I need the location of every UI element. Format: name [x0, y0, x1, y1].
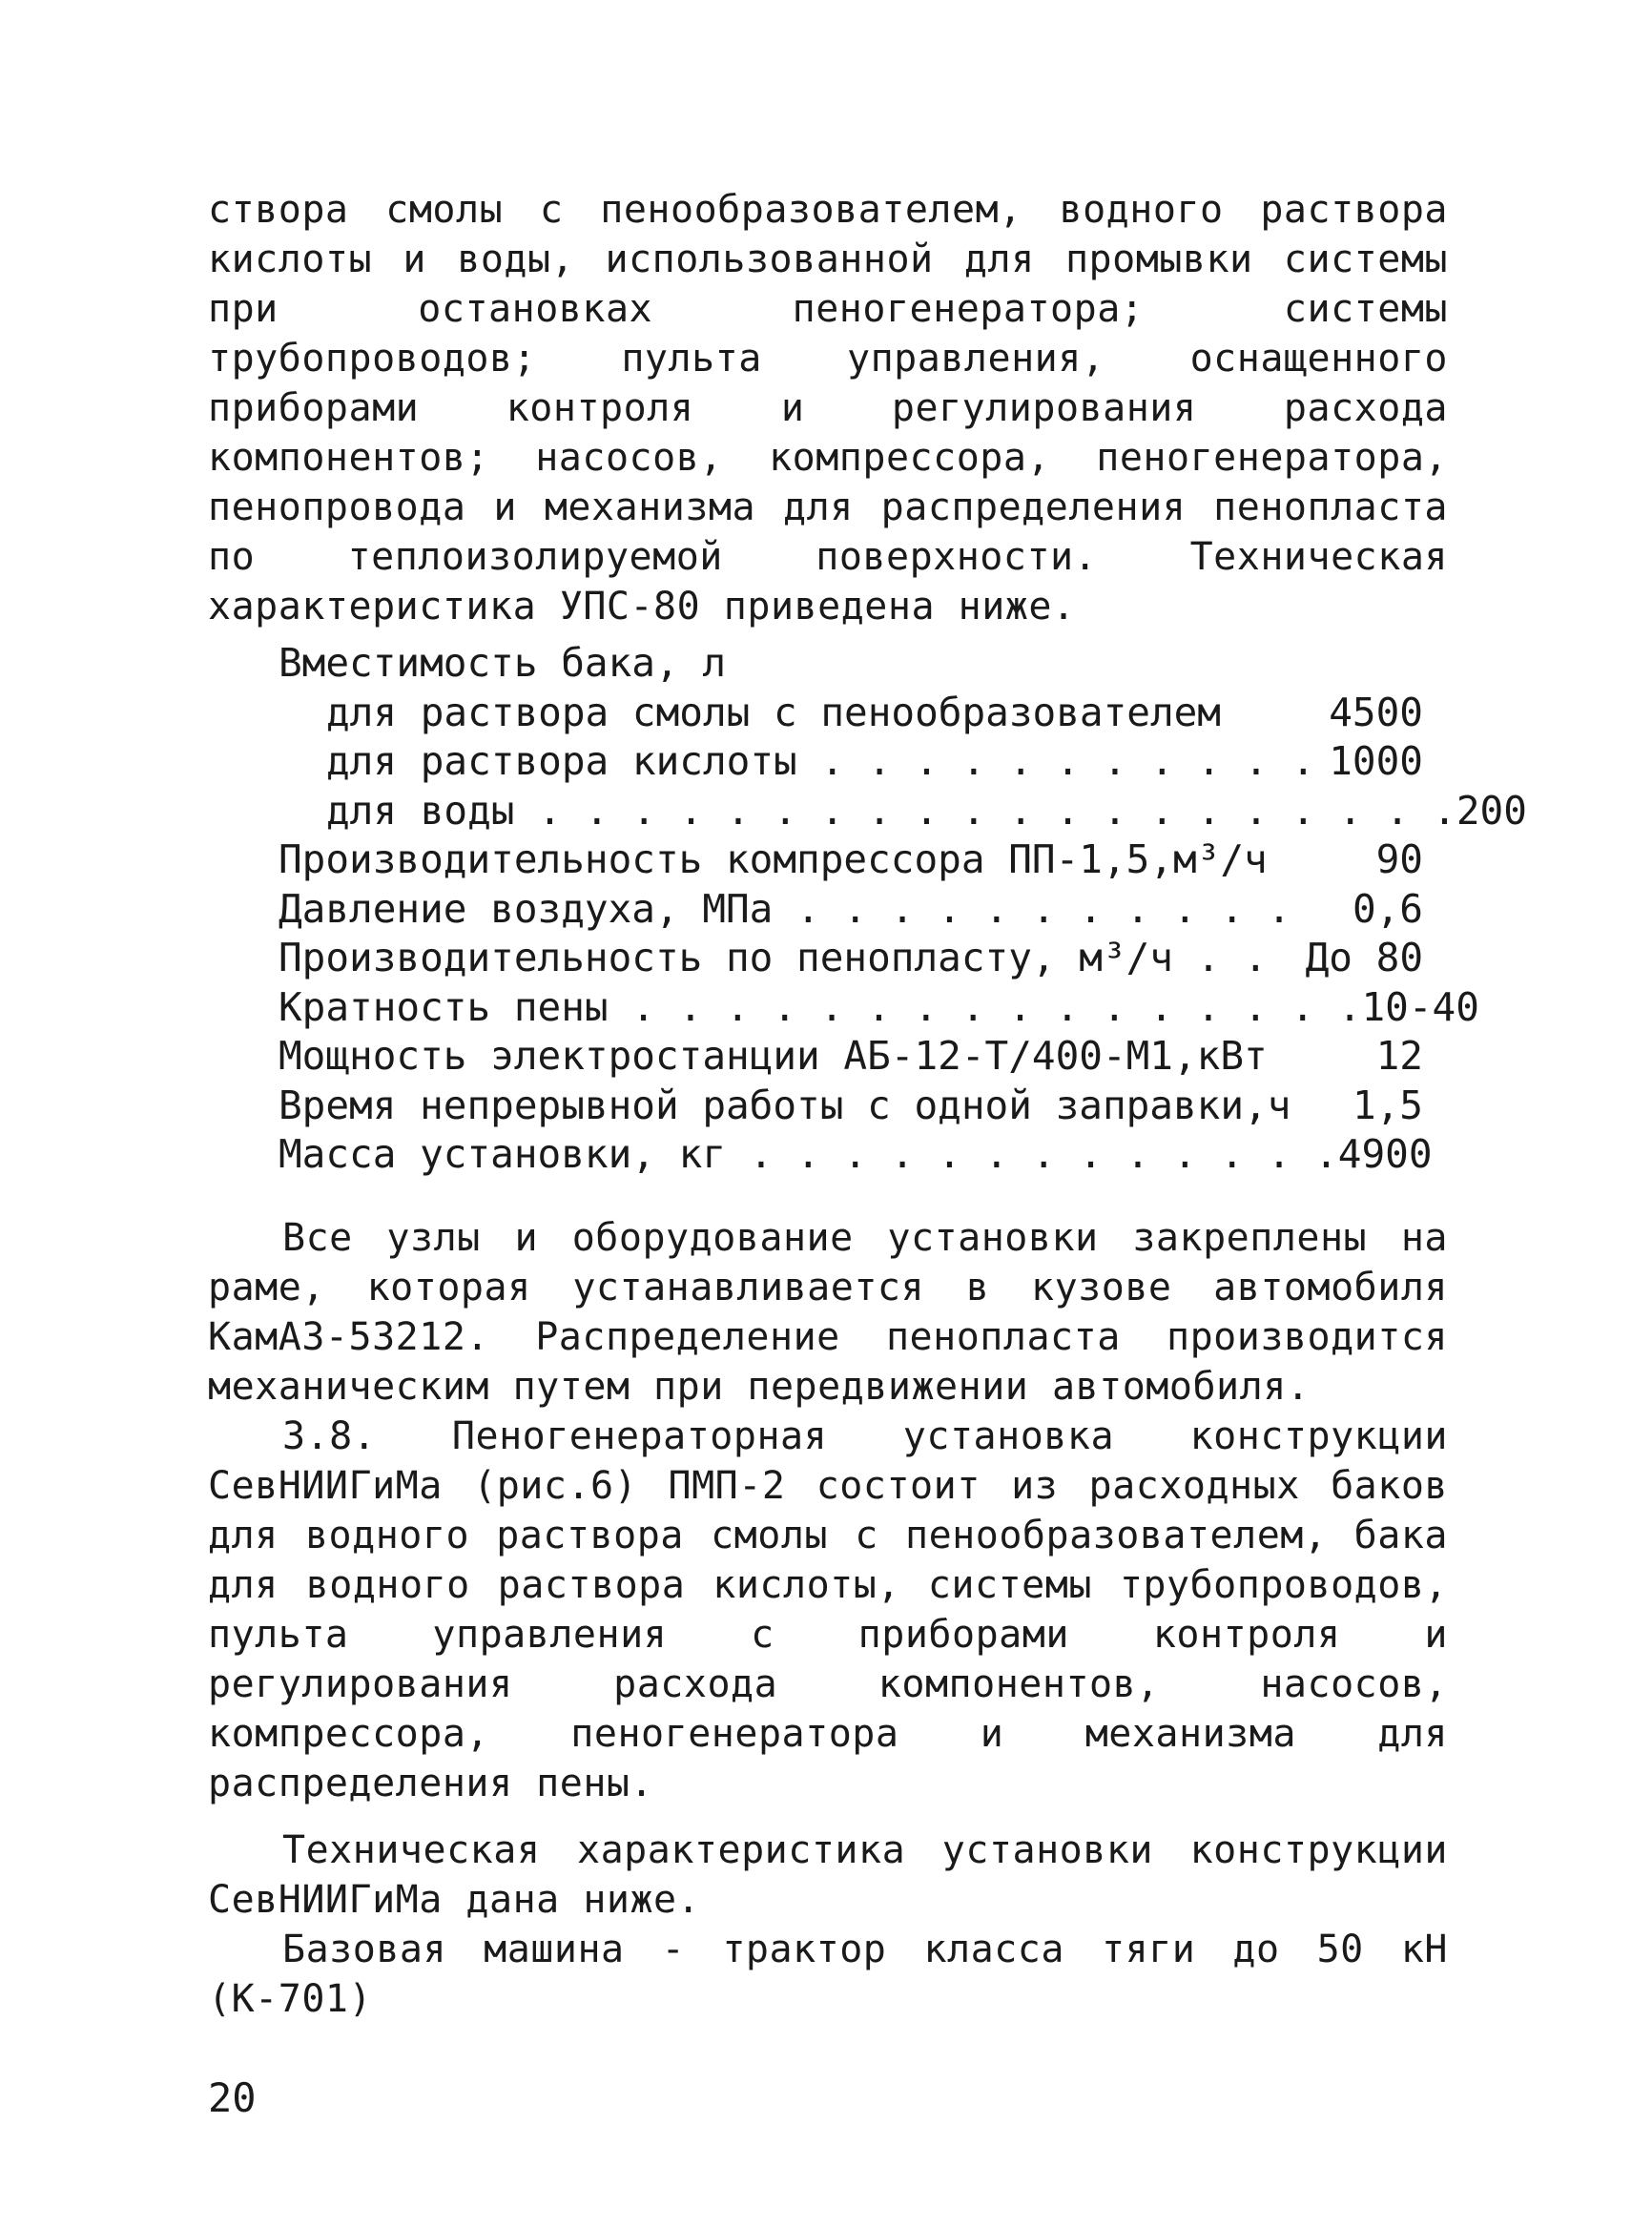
body-block [208, 1213, 1448, 2024]
spec-value: 90 [1375, 836, 1423, 882]
spec-row [279, 983, 1479, 1033]
spec-label: для раствора смолы с пенообразователем [326, 689, 1221, 735]
page-number: 20 [208, 2074, 257, 2121]
spec-value: 1000 [1329, 738, 1423, 784]
spec-row [279, 1032, 1423, 1082]
spec-tank-header [279, 639, 1423, 689]
spec-label: Производительность компрессора ПП-1,5,м³/ч [279, 836, 1268, 882]
spec-label: Производительность по пенопласту, м³/ч . . [279, 935, 1268, 980]
spec-row [279, 934, 1423, 983]
spec-label: Давление воздуха, МПа . . . . . . . . . . . [279, 885, 1291, 932]
intro-paragraph: створа смолы с пенообразователем, водного раствора кислоты и воды, использованной для промывки системы при остановках пеногенератора; системы трубопроводов; пульта управления, оснащенного приборами контроля и регулирования расхода компонентов; насосов, компрессора, пеногенератора, пенопровода и механизма для распределения пенопласта по теплоизолируемой поверхности. Техническая характеристика УПС-80 приведена ниже. [208, 188, 1448, 629]
spec-value: 1,5 [1352, 1082, 1423, 1128]
spec-row [279, 885, 1423, 935]
spec-row [279, 835, 1423, 885]
spec-label: Кратность пены . . . . . . . . . . . . . . . . [279, 983, 1362, 1030]
spec-row [279, 1130, 1433, 1180]
spec-value: 12 [1375, 1033, 1423, 1079]
spec-row [279, 1082, 1423, 1131]
spec-label: для раствора кислоты . . . . . . . . . . . [326, 738, 1315, 784]
spec-value: 0,6 [1352, 885, 1423, 932]
spec-row [279, 787, 1527, 836]
spec-label: для воды . . . . . . . . . . . . . . . . . . . . [326, 787, 1456, 834]
paragraph-section-3-8: 3.8. Пеногенераторная установка конструкции СевНИИГиМа (рис.6) ПМП-2 состоит из расходных баков для водного раствора смолы с пенообразователем, бака для водного раствора кислоты, системы трубопроводов, пульта управления с приборами контроля и регулирования расхода компонентов, насосов, компрессора, пеногенератора и механизма для распределения пены. [208, 1414, 1448, 1805]
spec-label: Масса установки, кг . . . . . . . . . . . . . [279, 1131, 1338, 1177]
spec-row [279, 689, 1423, 738]
spec-label: Мощность электростанции АБ-12-Т/400-М1,кВт [279, 1033, 1268, 1079]
paragraph-spec-intro: Техническая характеристика установки конструкции СевНИИГиМа дана ниже. [208, 1828, 1448, 1922]
spec-value: 4500 [1329, 689, 1423, 735]
spec-value: 4900 [1337, 1131, 1433, 1177]
spec-table [279, 639, 1527, 1180]
intro-block [208, 185, 1448, 631]
spec-value: 200 [1456, 787, 1527, 834]
spec-value: 10-40 [1361, 983, 1479, 1030]
paragraph-base-machine: Базовая машина - трактор класса тяги до 50 кН (К-701) [208, 1928, 1448, 2021]
spec-value: До 80 [1305, 935, 1423, 980]
spec-label: Время непрерывной работы с одной заправки,ч [279, 1082, 1291, 1128]
paragraph-installation-frame: Все узлы и оборудование установки закреплены на раме, которая устанавливается в кузове автомобиля КамАЗ-53212. Распределение пенопласта производится механическим путем при передвижении автомобиля. [208, 1216, 1448, 1409]
spec-row [279, 737, 1423, 787]
spec-tank-header-label: Вместимость бака, л [279, 640, 726, 686]
